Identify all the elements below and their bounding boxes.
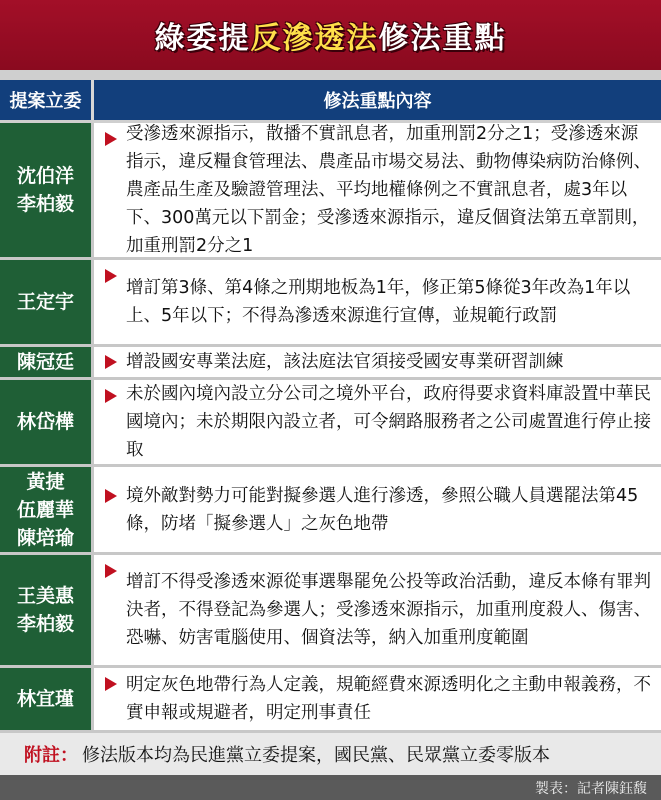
table-row bbox=[0, 380, 661, 467]
legislator-name: 王定宇 bbox=[16, 291, 74, 313]
legislator-name: 李柏毅 bbox=[16, 613, 74, 635]
table-row bbox=[0, 668, 661, 733]
legislator-cell bbox=[0, 668, 94, 730]
amendment-text: 明定灰色地帶行為人定義，規範經費來源透明化之主動申報義務，不實申報或規避者，明定刑事責任 bbox=[126, 675, 651, 723]
table-header bbox=[0, 80, 661, 120]
table-row bbox=[0, 123, 661, 260]
triangle-bullet-icon bbox=[105, 269, 117, 283]
legislator-name: 李柏毅 bbox=[16, 193, 74, 215]
amendment-cell bbox=[94, 668, 661, 730]
legislator-cell bbox=[0, 123, 94, 257]
triangle-bullet-icon bbox=[105, 389, 117, 403]
amendment-text: 增設國安專業法庭，該法庭法官須接受國安專業研習訓練 bbox=[126, 352, 564, 372]
amendment-cell bbox=[94, 380, 661, 464]
legislator-name: 林宜瑾 bbox=[16, 688, 74, 710]
amendment-cell bbox=[94, 467, 661, 552]
amendment-text: 境外敵對勢力可能對擬參選人進行滲透，參照公職人員選罷法第45條，防堵「擬參選人」之灰色地帶 bbox=[126, 485, 639, 534]
legislator-name: 黃捷 bbox=[26, 470, 65, 493]
triangle-bullet-icon bbox=[105, 564, 117, 578]
amendment-cell bbox=[94, 123, 661, 257]
credit-text: 製表：記者陳鈺馥 bbox=[535, 780, 647, 797]
table-row bbox=[0, 260, 661, 347]
legislator-name: 王美惠 bbox=[16, 585, 74, 607]
triangle-bullet-icon bbox=[105, 489, 117, 503]
table-row bbox=[0, 467, 661, 555]
triangle-bullet-icon bbox=[105, 132, 117, 146]
header-legislators: 提案立委 bbox=[0, 80, 94, 120]
table-row bbox=[0, 347, 661, 380]
title-part-3: 修法重點 bbox=[378, 21, 507, 56]
amendment-cell bbox=[94, 347, 661, 377]
legislator-cell bbox=[0, 555, 94, 665]
page-title bbox=[155, 13, 507, 57]
footnote-text: 修法版本均為民進黨立委提案，國民黨、民眾黨立委零版本 bbox=[82, 745, 550, 766]
legislator-name: 陳冠廷 bbox=[16, 351, 74, 373]
legislator-name: 林岱樺 bbox=[16, 411, 74, 433]
title-part-1: 綠委提 bbox=[154, 21, 251, 56]
credit-bar bbox=[0, 775, 661, 800]
legislator-cell bbox=[0, 380, 94, 464]
header-amendment-points: 修法重點內容 bbox=[94, 80, 661, 120]
legislator-name: 陳培瑜 bbox=[16, 526, 74, 549]
legislator-cell bbox=[0, 260, 94, 344]
title-banner bbox=[0, 0, 661, 70]
amendment-cell bbox=[94, 555, 661, 665]
title-part-2: 反滲透法 bbox=[250, 21, 379, 56]
amendment-cell bbox=[94, 260, 661, 344]
amendment-text: 增訂第3條、第4條之刑期地板為1年，修正第5條從3年改為1年以上、5年以下；不得為滲透來源進行宣傳，並規範行政罰 bbox=[126, 278, 631, 326]
table-body bbox=[0, 123, 661, 733]
legislator-name: 沈伯洋 bbox=[16, 165, 74, 187]
amendment-text: 受滲透來源指示，散播不實訊息者，加重刑罰2分之1；受滲透來源指示，違反糧食管理法、農產品市場交易法、動物傳染病防治條例、農產品生產及驗證管理法、平均地權條例之不實訊息者，處3年以下、300萬元以下罰金；受滲透來源指示，違反個資法第五章罰則，加重刑罰2分之1 bbox=[126, 124, 651, 256]
table-row bbox=[0, 555, 661, 668]
triangle-bullet-icon bbox=[105, 677, 117, 691]
amendment-text: 未於國內境內設立分公司之境外平台，政府得要求資料庫設置中華民國境內；未於期限內設立者，可令網路服務者之公司處置進行停止接取 bbox=[126, 384, 651, 460]
amendment-text: 增訂不得受滲透來源從事選舉罷免公投等政治活動，違反本條有罪判決者，不得登記為參選人；受滲透來源指示，加重刑度殺人、傷害、恐嚇、妨害電腦使用、個資法等，納入加重刑度範圍 bbox=[126, 572, 651, 648]
legislator-cell bbox=[0, 347, 94, 377]
legislator-name: 伍麗華 bbox=[16, 498, 74, 521]
legislator-cell bbox=[0, 467, 94, 552]
footnote-label: 附註： bbox=[24, 745, 78, 766]
triangle-bullet-icon bbox=[105, 355, 117, 369]
footnote bbox=[0, 733, 661, 775]
